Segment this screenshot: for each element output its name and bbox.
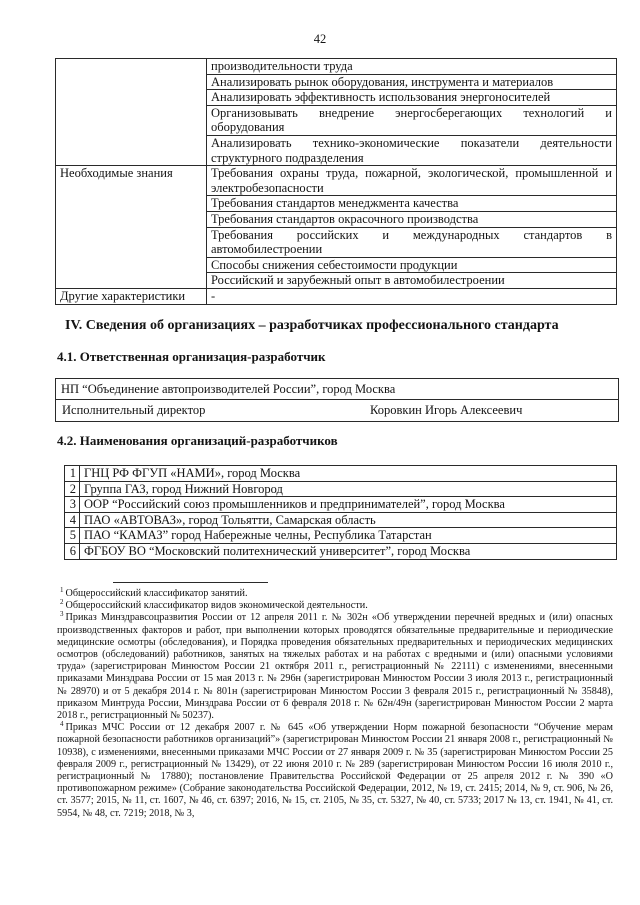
footnote-text: Приказ Минздравсоцразвития России от 12 апреля 2011 г. № 302н «Об утверждении перечней вредных и (или) опасных производственных факторов и работ, при выполнении которых проводятся обязательные предварительные и периодические медицинские осмотры (обследования), и Порядка проведения обязательных предварительных и периодических медицинских осмотров (обследований) работников, занятых на тяжелых работах и на работах с вредными и (или) опасными условиями труда» (зарегистрирован Минюстом России 21 октября 2011 г., регистрационный № 22111) с изменениями, внесенными приказами Минздрава России от 15 мая 2013 г. № 296н (зарегистрирован Минюстом России 3 июля 2013 г., регистрационный № 28970) и от 5 декабря 2014 г. № 801н (зарегистрирован Минюстом России 3 февраля 2015 г., регистрационный № 35848), приказом Минтруда России, Минздрава России от 6 февраля 2018 г. № 62н/49н (зарегистрирован Минюстом России 2 марта 2018 г., регистрационный № 50237). xyxy=(57,612,613,722)
knowledge-item: Требования стандартов окрасочного производства xyxy=(207,211,617,227)
footnote-2 xyxy=(57,597,613,612)
footnote-1 xyxy=(57,585,613,600)
knowledge-item: Российский и зарубежный опыт в автомобилестроении xyxy=(207,273,617,289)
footnote-marker: 3 xyxy=(60,610,64,619)
row-label-other: Другие характеристики xyxy=(56,288,207,304)
responsible-position: Исполнительный директор xyxy=(62,403,206,417)
developer-row xyxy=(65,528,617,544)
developer-number: 5 xyxy=(65,528,80,544)
responsible-organization: НП “Объединение автопроизводителей России”, город Москва xyxy=(56,379,618,400)
row-label-continued xyxy=(56,59,207,166)
developer-name: ООР “Российский союз промышленников и предпринимателей”, город Москва xyxy=(80,497,617,513)
skill-item: Анализировать рынок оборудования, инструмента и материалов xyxy=(207,74,617,90)
developer-row xyxy=(65,466,617,482)
developer-number: 2 xyxy=(65,481,80,497)
developer-name: Группа ГАЗ, город Нижний Новгород xyxy=(80,481,617,497)
footnote-3 xyxy=(57,612,613,722)
competency-table xyxy=(55,58,617,305)
other-item: - xyxy=(207,288,617,304)
footnote-marker: 2 xyxy=(60,597,64,606)
developer-number: 6 xyxy=(65,543,80,559)
developers-table xyxy=(64,465,617,560)
footnote-text: Общероссийский классификатор занятий. xyxy=(65,588,248,599)
knowledge-item: Способы снижения себестоимости продукции xyxy=(207,257,617,273)
footnotes xyxy=(57,585,613,820)
footnote-marker: 4 xyxy=(60,719,64,728)
skill-item: Анализировать эффективность использования энергоносителей xyxy=(207,90,617,106)
knowledge-item: Требования российских и международных стандартов в автомобилестроении xyxy=(207,227,617,257)
developer-name: ФГБОУ ВО “Московский политехнический университет”, город Москва xyxy=(80,543,617,559)
responsible-org-box xyxy=(55,378,619,422)
developers-heading: 4.2. Наименования организаций-разработчиков xyxy=(57,433,338,448)
knowledge-item: Требования охраны труда, пожарной, экологической, промышленной и электробезопасности xyxy=(207,166,617,196)
skill-item: Организовывать внедрение энергосберегающих технологий и оборудования xyxy=(207,105,617,135)
developer-row xyxy=(65,543,617,559)
developer-number: 1 xyxy=(65,466,80,482)
developer-row xyxy=(65,481,617,497)
developer-name: ПАО “КАМАЗ” город Набережные челны, Республика Татарстан xyxy=(80,528,617,544)
responsible-signatory-row xyxy=(56,400,618,421)
footnote-text: Приказ МЧС России от 12 декабря 2007 г. № 645 «Об утверждении Норм пожарной безопасности “Обучение мерам пожарной безопасности работников организаций”» (зарегистрирован Минюстом России 21 января 2008 г., регистрационный № 10938), с изменениями, внесенными приказами МЧС России от 27 января 2009 г. № 35 (зарегистрирован Минюстом России 25 февраля 2009 г., регистрационный № 13429), от 22 июня 2010 г. № 289 (зарегистрирован Минюстом России 16 июля 2010 г., регистрационный № 17880); постановление Правительства Российской Федерации от 25 апреля 2012 г. № 390 «О противопожарном режиме» (Собрание законодательства Российской Федерации, 2012, № 19, ст. 2415; 2014, № 9, ст. 906, № 26, ст. 3577; 2015, № 11, ст. 1607, № 46, ст. 6397; 2016, № 15, ст. 2105, № 35, ст. 5327, № 40, ст. 5733; 2017 № 13, ст. 1941, № 41, ст. 5954, № 48, ст. 7219; 2018, № 3, xyxy=(57,722,613,819)
responsible-heading: 4.1. Ответственная организация-разработчик xyxy=(57,349,326,364)
footnote-marker: 1 xyxy=(60,585,64,594)
skill-item: производительности труда xyxy=(207,59,617,75)
section-title: IV. Сведения об организациях – разработчиках профессионального стандарта xyxy=(65,318,559,333)
developer-row xyxy=(65,512,617,528)
developer-name: ГНЦ РФ ФГУП «НАМИ», город Москва xyxy=(80,466,617,482)
knowledge-item: Требования стандартов менеджмента качества xyxy=(207,196,617,212)
footnote-text: Общероссийский классификатор видов экономической деятельности. xyxy=(65,600,368,612)
row-label-knowledge: Необходимые знания xyxy=(56,166,207,289)
developer-name: ПАО «АВТОВАЗ», город Тольятти, Самарская область xyxy=(80,512,617,528)
page-number: 42 xyxy=(313,32,327,46)
footnote-4 xyxy=(57,719,613,820)
responsible-person: Коровкин Игорь Алексеевич xyxy=(370,403,523,417)
developer-number: 4 xyxy=(65,512,80,528)
developer-number: 3 xyxy=(65,497,80,513)
skill-item: Анализировать технико-экономические показатели деятельности структурного подразделения xyxy=(207,135,617,165)
footnote-divider xyxy=(113,582,268,583)
developer-row xyxy=(65,497,617,513)
